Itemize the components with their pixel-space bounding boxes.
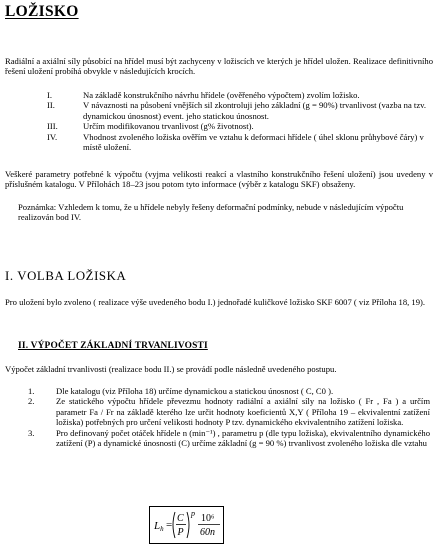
list-item: [47, 132, 431, 153]
formula-box: [149, 506, 224, 544]
svg-text:=: =: [166, 519, 173, 531]
section-volba-text: Pro uložení bylo zvoleno ( realizace výše uvedeného bodu I.) jednořadé kuličkové ložisko SKF 6007 ( viz Příloha 18, 19).: [5, 297, 426, 307]
formula-denominator: 60n: [200, 527, 215, 538]
document-title: LOŽISKO: [5, 3, 79, 20]
list-text: Dle katalogu (viz Příloha 18) určíme dynamickou a statickou únosnost ( C, C0 ).: [56, 386, 334, 396]
list-item: [47, 90, 431, 100]
list-number: II.: [47, 100, 55, 111]
list-number: IV.: [47, 131, 58, 142]
formula-c: C: [177, 513, 184, 524]
list-item: [28, 396, 430, 427]
section-heading-volba: I. VOLBA LOŽISKA: [5, 269, 127, 283]
section-heading-vypocet: II. VÝPOČET ZÁKLADNÍ TRVANLIVOSTI: [18, 341, 208, 351]
bearing-life-formula: [150, 507, 223, 543]
section-vypocet-intro: Výpočet základní trvanlivosti (realizace bodu II.) se provádí podle následně uvedeného postupu.: [5, 364, 337, 374]
list-text: Vhodnost zvoleného ložiska ověřím ve vztahu k deformaci hřídele ( úhel sklonu průhybové čáry) v místě uložení.: [83, 131, 424, 153]
list-text: V návaznosti na působení vnějších sil zkontroluji jeho základní (g = 90%) trvanlivost (vazba na tzv. dynamickou únosnost) event. jeho statickou únosnost.: [83, 100, 427, 121]
list-item: [47, 121, 431, 131]
steps-list: [47, 90, 431, 153]
list-text: Určím modifikovanou trvanlivost (g% životnost).: [83, 121, 254, 132]
parameters-paragraph: Veškeré parametry potřebné k výpočtu (vyjma velikosti reakcí a vlastního konstrukčního řešení uložení) jsou uvedeny v příslušném katalogu. V Přílohách 18–23 jsou potom tyto informace (výběr z katalogu SKF) obsaženy.: [5, 169, 433, 190]
list-text: Pro definovaný počet otáček hřídele n (min⁻¹) , parametru p (dle typu ložiska), ekvivalentního dynamického zatížení (P) a dynamické únosnosti (C) určíme základní (g = 90 %) trvanlivost zvoleného ložiska dle vztahu: [56, 427, 430, 449]
intro-paragraph: Radiální a axiální síly působící na hřídel musí být zachyceny v ložiscích ve kterých je hřídel uložen. Realizace definitivního řešení uložení probíhá obvykle v následujících krocích.: [5, 56, 433, 77]
right-paren: [187, 512, 189, 538]
list-text: Na základě konstrukčního návrhu hřídele (ověřeného výpočtem) zvolím ložisko.: [83, 90, 360, 100]
list-item: [28, 386, 430, 396]
formula-exponent: p: [191, 509, 195, 518]
list-item: [47, 100, 431, 121]
list-number: 3.: [28, 427, 35, 438]
formula-numerator: 10⁶: [201, 513, 215, 524]
formula-p-den: P: [177, 527, 184, 538]
note-paragraph: Poznámka: Vzhledem k tomu, že u hřídele nebyly řešeny deformační podmínky, nebude v následujícím výpočtu realizován bod IV.: [18, 202, 404, 223]
list-number: 1.: [28, 386, 35, 396]
left-paren: [173, 512, 175, 538]
formula-lhs: Lh: [154, 520, 164, 533]
list-item: [28, 428, 430, 449]
list-number: I.: [47, 90, 53, 100]
calc-steps-list: [28, 386, 430, 449]
list-number: III.: [47, 121, 58, 132]
list-number: 2.: [28, 396, 35, 407]
list-text: Ze statického výpočtu hřídele převezmu hodnoty radiální a axiální síly na ložisko ( Fr , Fa ) a určím parametr Fa / Fr na základě kterého lze určit hodnoty koeficientů X,Y ( Příloha 19 – ekvivalentní zatížení ložiska) potřebných pro určení velikosti hodnoty P tzv. dynamického ekvivalentního zatížení ložiska.: [56, 396, 430, 428]
